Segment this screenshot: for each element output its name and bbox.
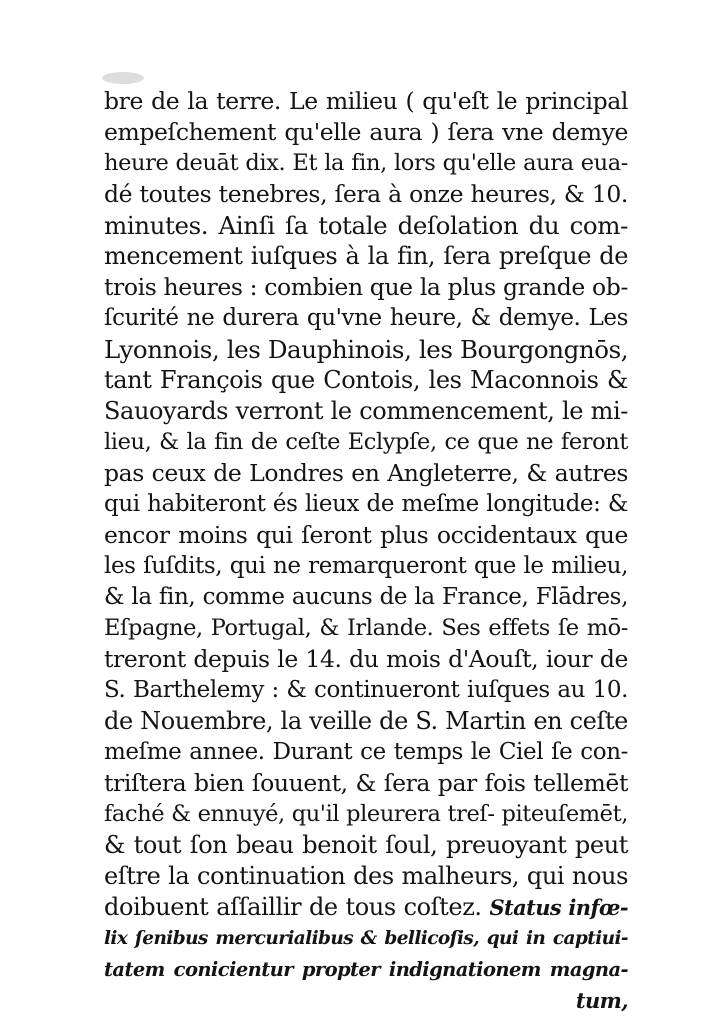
body-text <box>104 86 628 1016</box>
text-line: de Nouembre, la veille de S. Martin en ceſte <box>104 707 628 735</box>
roman-text: doibuent aſſaillir de tous coſtez. <box>104 893 482 921</box>
text-line: meſme annee. Durant ce temps le Ciel ſe con- <box>104 739 628 765</box>
text-line: ſcurité ne durera qu'vne heure, & demye. Les <box>104 305 628 331</box>
text-line: Sauoyards verront le commencement, le mi- <box>104 397 628 425</box>
latin-italic-text: Status infœ- <box>489 895 628 920</box>
text-line: mencement iuſques à la fin, ſera preſque de <box>104 242 628 270</box>
text-line: encor moins qui ſeront plus occidentaux que <box>104 521 628 549</box>
text-line: triſtera bien ſouuent, & ſera par fois tellemēt <box>104 769 628 797</box>
text-line: & la fin, comme aucuns de la France, Flādres, <box>104 584 628 610</box>
text-line: Lyonnois, les Dauphinois, les Bourgongnōs, <box>104 335 629 364</box>
text-line: minutes. Ainſi ſa totale deſolation du com- <box>104 211 628 240</box>
text-line: heure deuāt dix. Et la fin, lors qu'elle aura eua- <box>104 150 628 176</box>
text-line: eſtre la continuation des malheurs, qui nous <box>104 862 628 890</box>
latin-italic-line: lix ſenibus mercurialibus & bellicoſis, qui in captiui- <box>104 928 628 949</box>
text-line: empeſchement qu'elle aura ) ſera vne demye <box>104 118 628 146</box>
text-line: Eſpagne, Portugal, & Irlande. Ses effets ſe mō- <box>104 615 628 641</box>
text-line: & tout ſon beau benoit ſoul, preuoyant peut <box>104 831 628 859</box>
text-line: qui habiteront és lieux de meſme longitude: & <box>104 491 628 517</box>
text-line: les ſuſdits, qui ne remarqueront que le milieu, <box>104 553 628 579</box>
text-line: dé toutes tenebres, ſera à onze heures, & 10. <box>104 180 628 208</box>
text-line: treront depuis le 14. du mois d'Aouſt, iour de <box>104 645 628 673</box>
text-line: pas ceux de Londres en Angleterre, & autres <box>104 459 628 487</box>
latin-italic-line: tatem conicientur propter indignationem magna- <box>104 958 628 981</box>
text-line: bre de la terre. Le milieu ( qu'eſt le principal <box>104 87 628 115</box>
text-line: lieu, & la fin de ceſte Eclypſe, ce que ne feront <box>104 429 628 455</box>
text-line: faché & ennuyé, qu'il pleurera treſ- piteuſemēt, <box>104 801 628 827</box>
text-line: S. Barthelemy : & continueront iuſques au 10. <box>104 677 628 703</box>
text-line: trois heures : combien que la plus grande ob- <box>104 273 628 301</box>
latin-italic-last-line: tum, <box>575 988 628 1013</box>
page-smudge <box>102 72 144 84</box>
text-line: tant François que Contois, les Maconnois & <box>104 366 628 394</box>
mixed-text-line <box>104 892 628 923</box>
